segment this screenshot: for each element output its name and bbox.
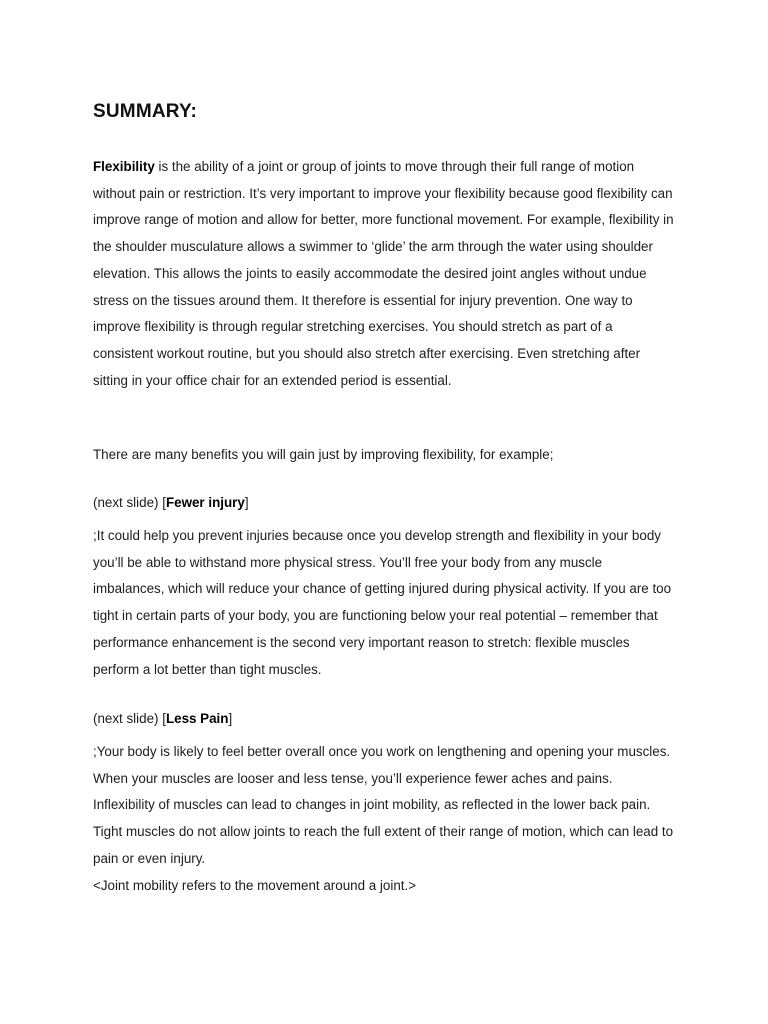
heading-suffix: ] [244,495,249,510]
benefits-intro: There are many benefits you will gain just by improving flexibility, for example; [93,447,554,462]
heading-prefix: (next slide) [ [93,711,166,726]
joint-mobility-note: <Joint mobility refers to the movement around a joint.> [93,878,417,893]
heading-label: Fewer injury [165,495,245,510]
intro-text: is the ability of a joint or group of joints to move through their full range of motion without pain or restriction. It’s very important to improve your flexibility because good flexibility can improve range of motion and allow for better, more functional movement. For example, flexibility in the shoulder musculature allows a swimmer to ‘glide’ the arm through the water using shoulder elevation. This allows the joints to easily accommodate the desired joint angles without undue stress on the tissues around them. It therefore is essential for injury prevention. One way to improve flexibility is through regular stretching exercises. You should stretch as part of a consistent workout routine, but you should also stretch after exercising. Even stretching after sitting in your office chair for an extended period is essential. [93,159,674,388]
heading-suffix: ] [228,711,233,726]
heading-label: Less Pain [165,711,229,726]
section-heading-fewer-injury [93,490,675,517]
heading-prefix: (next slide) [ [93,495,166,510]
flexibility-term: Flexibility [93,159,155,174]
intro-paragraph [93,154,675,394]
fewer-injury-paragraph: ;It could help you prevent injuries because once you develop strength and flexibility in your body you’ll be able to withstand more physical stress. You’ll free your body from any muscle imbalances, which will reduce your chance of getting injured during physical activity. If you are too tight in certain parts of your body, you are functioning below your real potential – remember that performance enhancement is the second very important reason to stretch: flexible muscles perform a lot better than tight muscles. [93,528,672,677]
less-pain-paragraph: ;Your body is likely to feel better overall once you work on lengthening and opening your muscles. When your muscles are looser and less tense, you’ll experience fewer aches and pains. Inflexibility of muscles can lead to changes in joint mobility, as reflected in the lower back pain. Tight muscles do not allow joints to reach the full extent of their range of motion, which can lead to pain or even injury. [93,744,674,866]
summary-title: SUMMARY: [93,101,197,122]
section-heading-less-pain [93,706,675,733]
